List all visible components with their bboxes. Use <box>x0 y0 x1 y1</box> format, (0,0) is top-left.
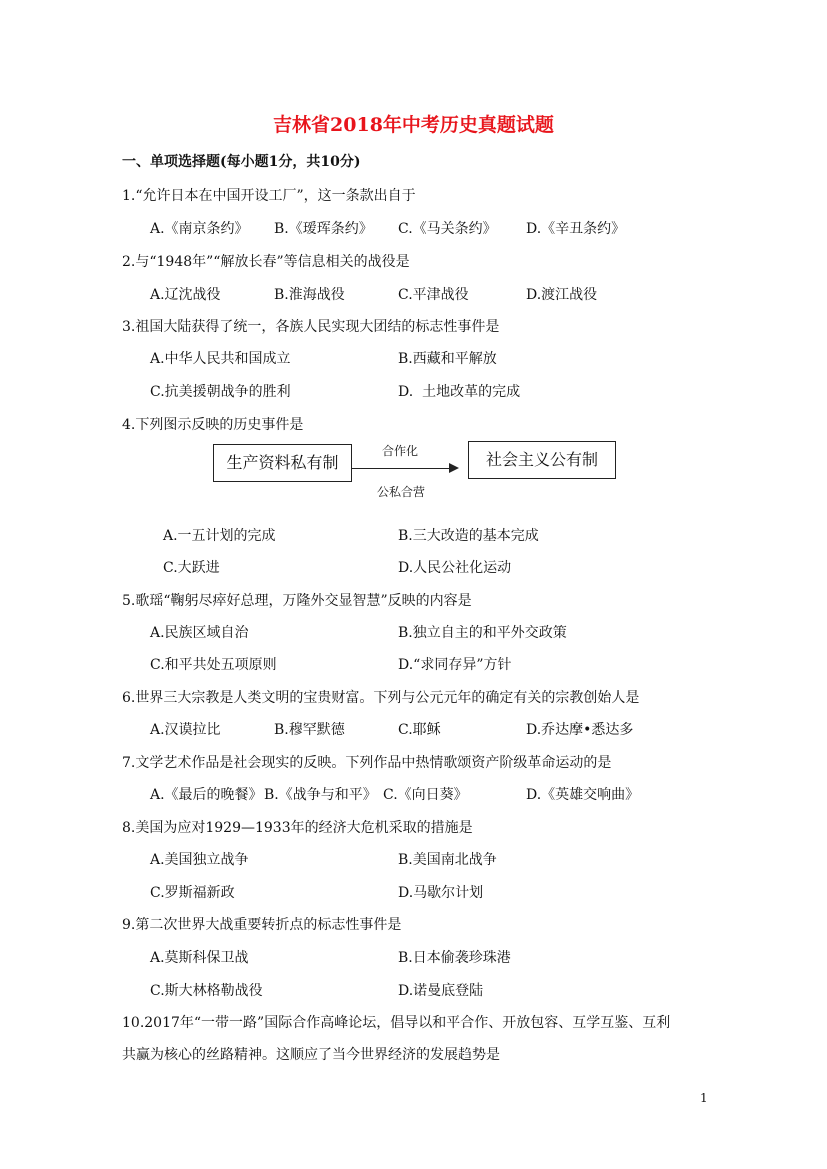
question-5-option-a: A.民族区域自治 <box>150 625 249 641</box>
question-2-stem: 2.与“1948年”“解放长春”等信息相关的战役是 <box>122 254 410 270</box>
question-4-option-b: B.三大改造的基本完成 <box>398 528 539 544</box>
question-8-option-c: C.罗斯福新政 <box>150 885 235 901</box>
question-9-stem: 9.第二次世界大战重要转折点的标志性事件是 <box>122 917 402 933</box>
question-10-stem-line-1: 10.2017年“一带一路”国际合作高峰论坛，倡导以和平合作、开放包容、互学互鉴、互利 <box>122 1015 671 1031</box>
question-1-option-a: A.《南京条约》 <box>150 221 249 237</box>
page-number: 1 <box>700 1091 708 1105</box>
question-7-option-a: A.《最后的晚餐》 <box>150 787 263 803</box>
question-6-option-a: A.汉谟拉比 <box>150 722 221 738</box>
question-7-option-c: C.《向日葵》 <box>383 787 468 803</box>
question-4-stem: 4.下列图示反映的历史事件是 <box>122 417 304 433</box>
question-6-stem: 6.世界三大宗教是人类文明的宝贵财富。下列与公元元年的确定有关的宗教创始人是 <box>122 690 640 706</box>
question-6-option-b: B.穆罕默德 <box>274 722 345 738</box>
question-5-option-b: B.独立自主的和平外交政策 <box>398 625 567 641</box>
question-2-option-b: B.淮海战役 <box>274 287 345 303</box>
question-3-option-c: C.抗美援朝战争的胜利 <box>150 384 291 400</box>
question-4-option-c: C.大跃进 <box>163 560 220 576</box>
question-5-option-d: D.“求同存异”方针 <box>398 657 512 673</box>
section-heading: 一、单项选择题(每小题1分，共10分) <box>122 154 361 170</box>
question-7-option-d: D.《英雄交响曲》 <box>526 787 640 803</box>
diagram-arrow-line <box>352 468 452 469</box>
question-6-option-d: D.乔达摩•悉达多 <box>526 722 634 738</box>
question-9-option-c: C.斯大林格勒战役 <box>150 983 263 999</box>
question-3-stem: 3.祖国大陆获得了统一，各族人民实现大团结的标志性事件是 <box>122 319 500 335</box>
question-8-stem: 8.美国为应对1929—1933年的经济大危机采取的措施是 <box>122 820 473 836</box>
question-4-option-d: D.人民公社化运动 <box>398 560 512 576</box>
question-6-option-c: C.耶稣 <box>398 722 441 738</box>
question-9-option-b: B.日本偷袭珍珠港 <box>398 950 511 966</box>
question-3-option-b: B.西藏和平解放 <box>398 351 497 367</box>
diagram-arrow-bottom-label: 公私合营 <box>377 485 426 499</box>
question-4-option-a: A.一五计划的完成 <box>163 528 276 544</box>
question-1-option-c: C.《马关条约》 <box>398 221 497 237</box>
question-3-option-d: D. 土地改革的完成 <box>398 384 521 400</box>
question-8-option-a: A.美国独立战争 <box>150 852 249 868</box>
question-2-option-a: A.辽沈战役 <box>150 287 221 303</box>
question-1-stem: 1.“允许日本在中国开设工厂”，这一条款出自于 <box>122 188 416 204</box>
question-5-stem: 5.歌瑶“鞠躬尽瘁好总理，万隆外交显智慧”反映的内容是 <box>122 593 472 609</box>
question-5-option-c: C.和平共处五项原则 <box>150 657 277 673</box>
question-9-option-d: D.诺曼底登陆 <box>398 983 484 999</box>
exam-title: 吉林省2018年中考历史真题试题 <box>273 114 554 136</box>
question-8-option-b: B.美国南北战争 <box>398 852 497 868</box>
diagram-right-box: 社会主义公有制 <box>468 441 616 479</box>
question-2-option-d: D.渡江战役 <box>526 287 598 303</box>
question-7-option-b: B.《战争与和平》 <box>264 787 377 803</box>
question-9-option-a: A.莫斯科保卫战 <box>150 950 249 966</box>
question-2-option-c: C.平津战役 <box>398 287 469 303</box>
diagram-arrow-top-label: 合作化 <box>382 444 419 458</box>
question-1-option-d: D.《辛丑条约》 <box>526 221 626 237</box>
diagram-arrow-head-icon <box>449 463 459 473</box>
question-3-option-a: A.中华人民共和国成立 <box>150 351 291 367</box>
diagram-left-box: 生产资料私有制 <box>213 444 352 482</box>
question-10-stem-line-2: 共赢为核心的丝路精神。这顺应了当今世界经济的发展趋势是 <box>122 1047 500 1063</box>
question-1-option-b: B.《瑷珲条约》 <box>274 221 373 237</box>
question-8-option-d: D.马歇尔计划 <box>398 885 484 901</box>
question-7-stem: 7.文学艺术作品是社会现实的反映。下列作品中热情歌颂资产阶级革命运动的是 <box>122 755 612 771</box>
